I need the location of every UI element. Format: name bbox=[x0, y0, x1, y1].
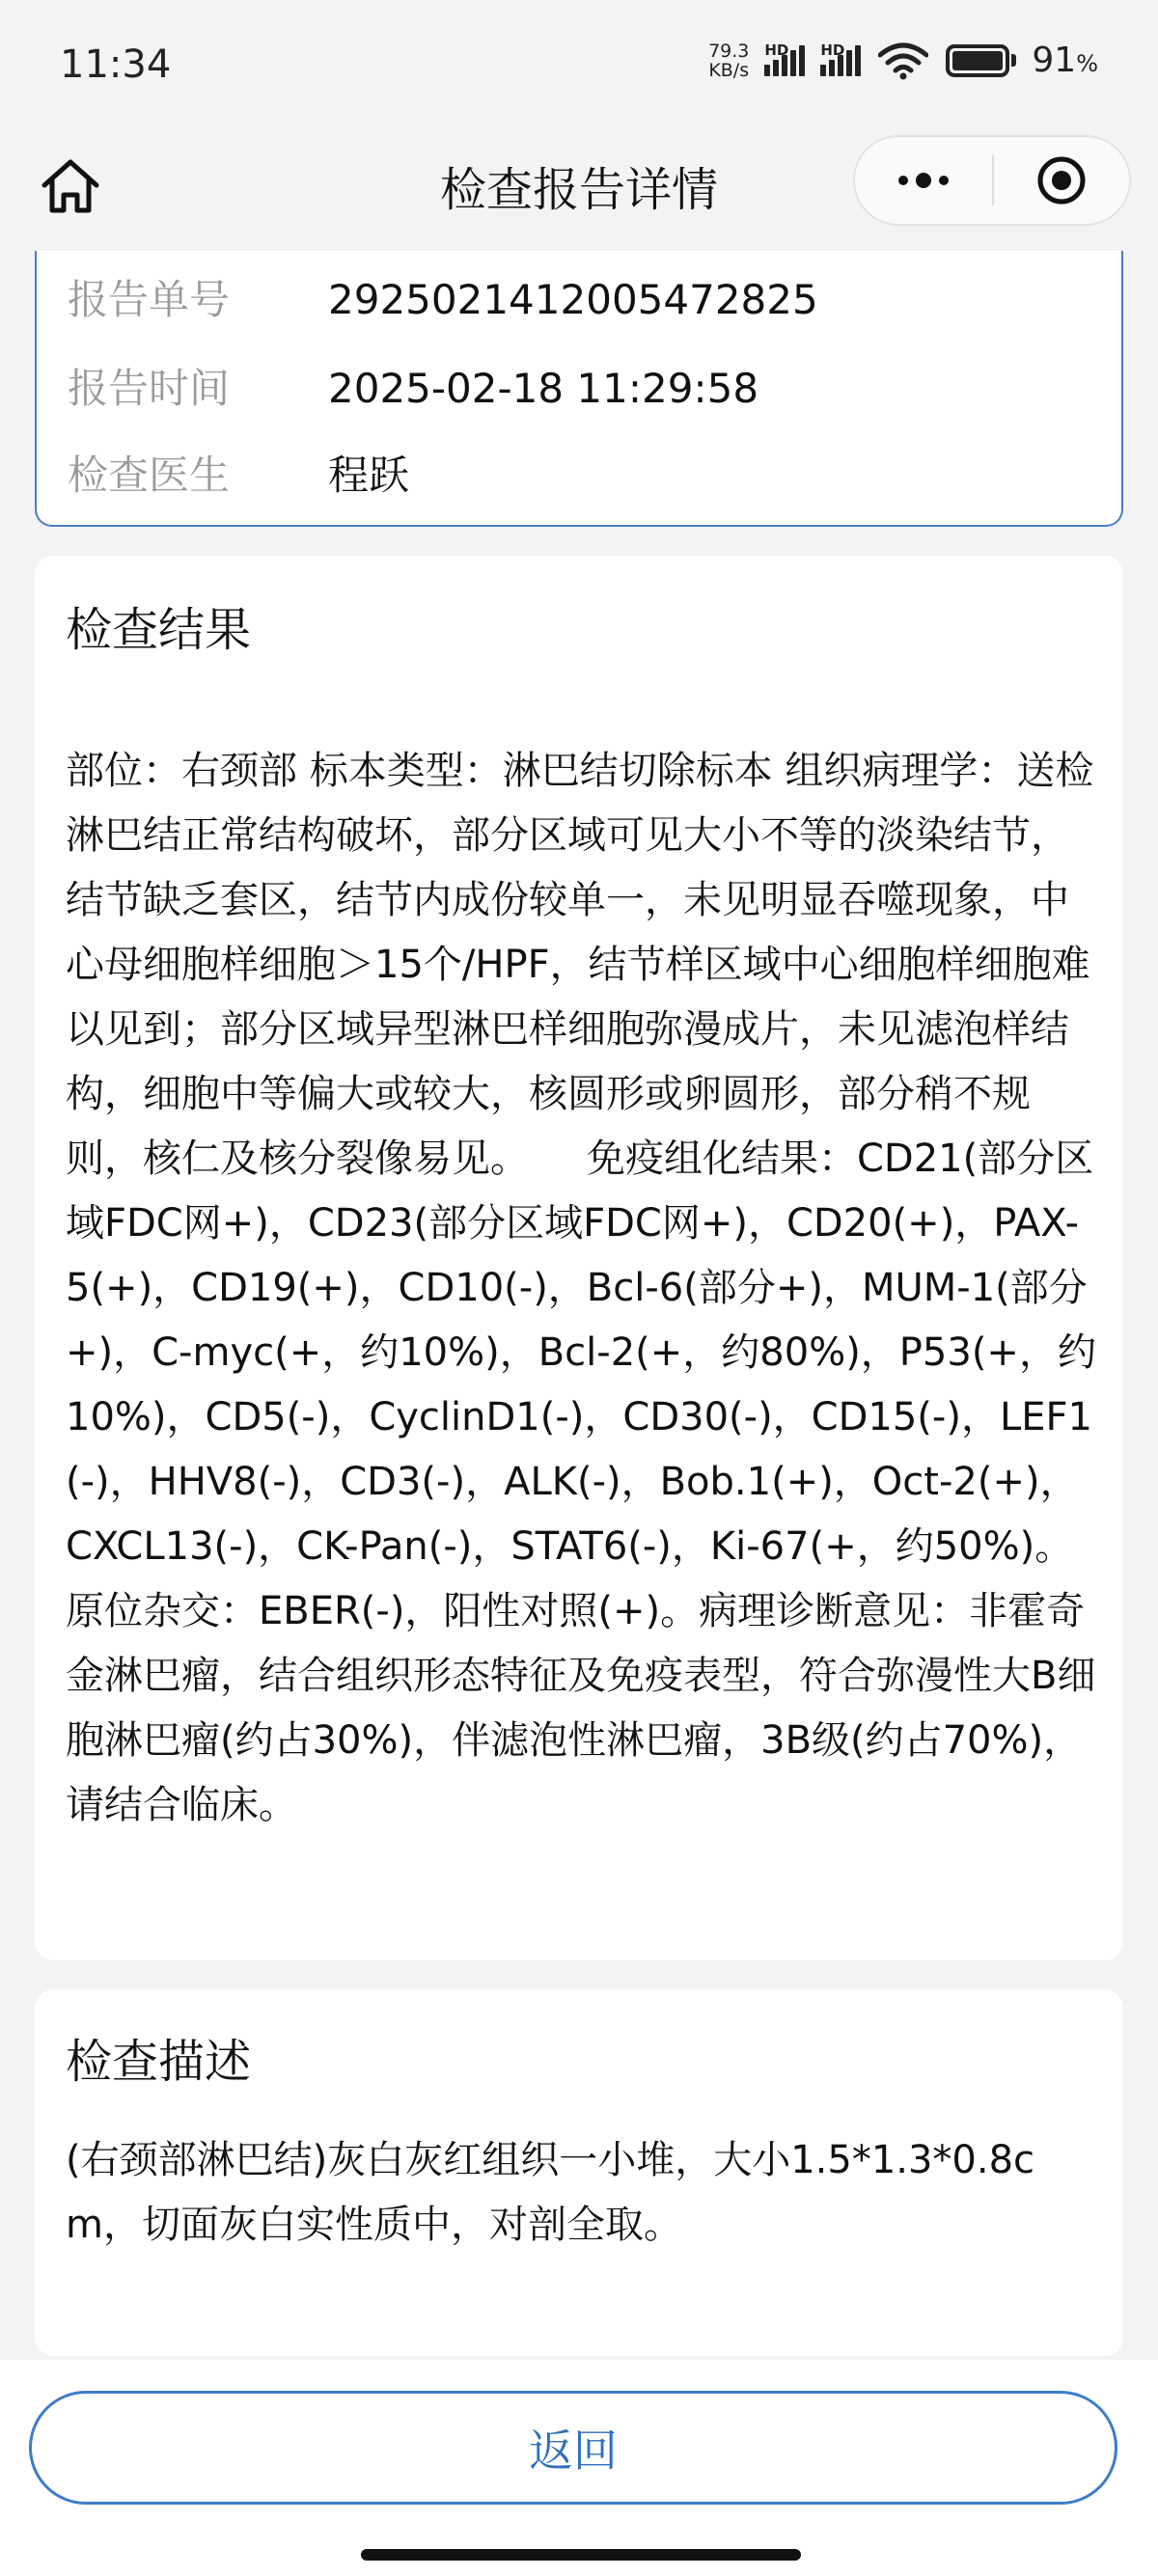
exam-result-card bbox=[35, 556, 1123, 1960]
signal-icon: HD bbox=[764, 45, 805, 76]
close-button[interactable] bbox=[994, 137, 1129, 224]
home-indicator[interactable] bbox=[361, 2549, 801, 2561]
network-speed: 79.3 KB/s bbox=[708, 40, 750, 81]
report-info-card bbox=[35, 251, 1123, 527]
back-button[interactable]: 返回 bbox=[29, 2391, 1117, 2505]
page-title: 检查报告详情 bbox=[439, 163, 718, 217]
battery-icon bbox=[946, 44, 1016, 77]
battery-percentage: 91% bbox=[1032, 41, 1098, 80]
wifi-icon bbox=[878, 41, 928, 80]
mini-program-capsule bbox=[853, 135, 1131, 226]
doctor-label: 检查医生 bbox=[68, 452, 231, 499]
doctor-value: 程跃 bbox=[328, 452, 410, 499]
status-bar bbox=[0, 0, 1158, 135]
navigation-bar bbox=[0, 135, 1158, 251]
exam-description-card bbox=[35, 1989, 1123, 2356]
exam-result-title: 检查结果 bbox=[66, 603, 252, 657]
target-icon bbox=[1035, 154, 1088, 206]
signal-icon-2: HD bbox=[820, 45, 861, 76]
status-icons bbox=[708, 41, 1098, 80]
report-number-value: 2925021412005472825 bbox=[328, 276, 818, 323]
exam-result-text: 部位：右颈部 标本类型：淋巴结切除标本 组织病理学：送检淋巴结正常结构破坏，部分区域可见大小不等的淡染结节，结节缺乏套区，结节内成份较单一，未见明显吞噬现象，中心母细胞样细胞＞15个/HPF，结节样区域中心细胞样细胞难以见到；部分区域异型淋巴样细胞弥漫成片，未见滤泡样结构，细胞中等偏大或较大，核圆形或卵圆形，部分稍不规则，核仁及核分裂像易见。 免疫组化结果：CD21(部分区域FDC网+)，CD23(部分区域FDC网+)，CD20(+)，PAX-5(+)，CD19(+)，CD10(-)，Bcl-6(部分+)，MUM-1(部分+)，C-myc(+，约10%)，Bcl-2(+，约80%)，P53(+，约10%)，CD5(-)，CyclinD1(-)，CD30(-)，CD15(-)，LEF1(-)，HHV8(-)，CD3(-)，ALK(-)，Bob.1(+)，Oct-2(+)，CXCL13(-)，CK-Pan(-)，STAT6(-)，Ki-67(+，约50%)。原位杂交：EBER(-)，阳性对照(+)。病理诊断意见：非霍奇金淋巴瘤，结合组织形态特征及免疫表型，符合弥漫性大B细胞淋巴瘤(约占30%)，伴滤泡性淋巴瘤，3B级(约占70%)，请结合临床。 bbox=[66, 749, 1096, 1827]
doctor-row bbox=[68, 444, 409, 502]
bottom-bar bbox=[0, 2360, 1158, 2576]
report-number-row bbox=[68, 268, 818, 326]
report-time-label: 报告时间 bbox=[68, 365, 231, 412]
report-time-value: 2025-02-18 11:29:58 bbox=[328, 365, 759, 412]
exam-description-title: 检查描述 bbox=[66, 2035, 252, 2089]
more-button[interactable] bbox=[855, 137, 992, 224]
report-number-label: 报告单号 bbox=[68, 276, 231, 323]
status-time: 11:34 bbox=[60, 42, 172, 87]
report-time-row bbox=[68, 357, 758, 415]
exam-description-text: (右颈部淋巴结)灰白灰红组织一小堆，大小1.5*1.3*0.8cm，切面灰白实性质中，对剖全取。 bbox=[66, 2138, 1035, 2247]
